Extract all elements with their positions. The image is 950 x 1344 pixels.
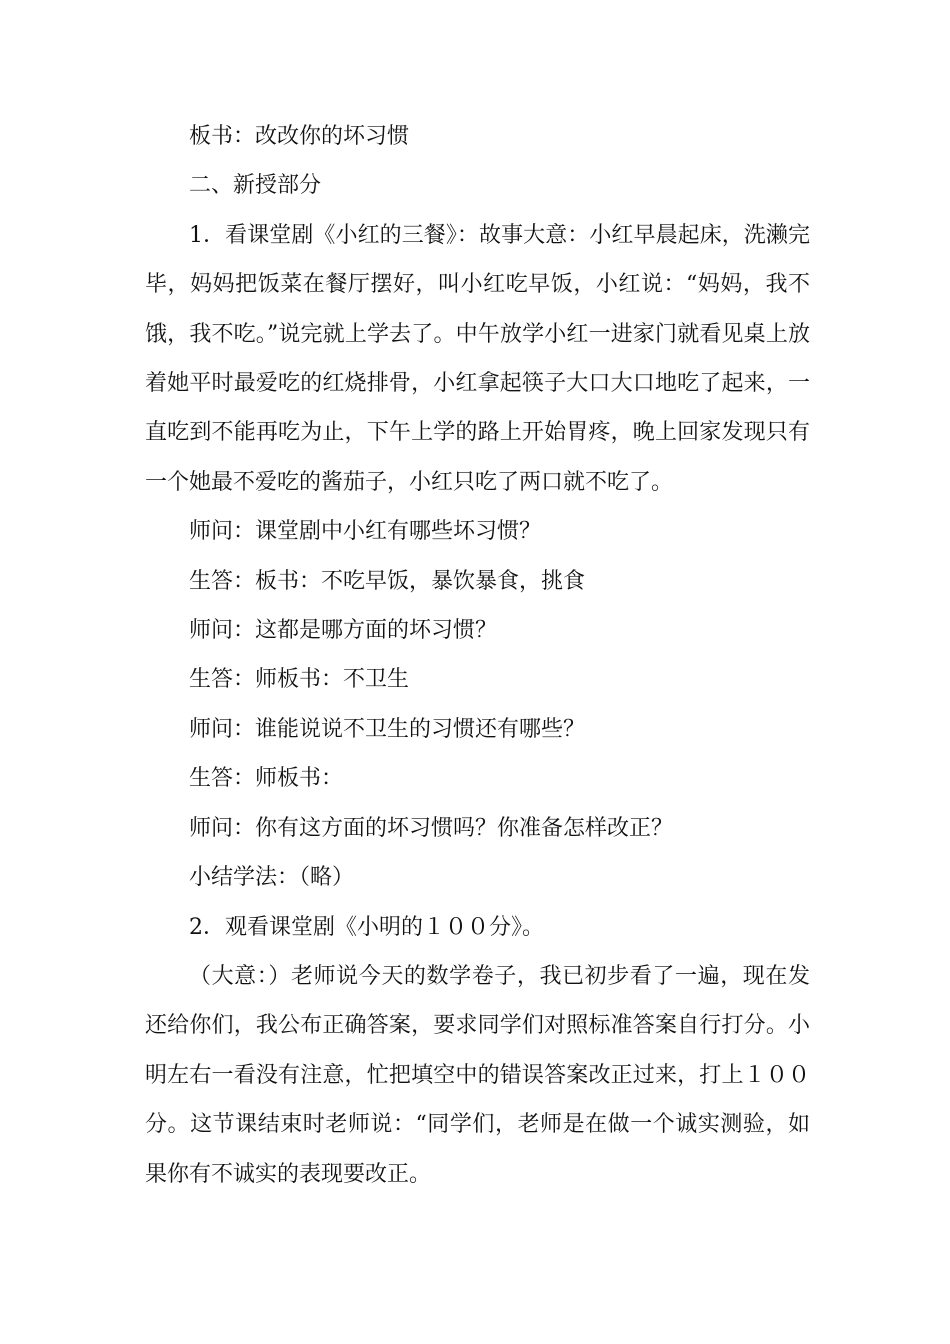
paragraph-student-answer: 生答：师板书：: [189, 766, 344, 792]
paragraph-teacher-question: 师问：这都是哪方面的坏习惯？: [189, 618, 498, 644]
document-body: [145, 112, 810, 1199]
paragraph-student-answer: 生答：板书：不吃早饭，暴饮暴食，挑食: [189, 568, 586, 594]
paragraph-board-title: 板书：改改你的坏习惯: [189, 124, 410, 149]
paragraph-section-heading: 二、新授部分: [189, 173, 322, 199]
paragraph-student-answer: 生答：师板书：不卫生: [189, 667, 410, 693]
paragraph-story-2: （大意：）老师说今天的数学卷子，我已初步看了一遍，现在发还给你们，我公布正确答案，要求同学们对照标准答案自行打分。小明左右一看没有注意，忙把填空中的错误答案改正过来，打上１００分。这节课结束时老师说：“同学们，老师是在做一个诚实测验，如果你有不诚实的表现要改正。: [145, 963, 810, 1187]
paragraph-teacher-question: 师问：课堂剧中小红有哪些坏习惯？: [189, 519, 542, 545]
paragraph-teacher-question: 师问：谁能说说不卫生的习惯还有哪些？: [189, 716, 586, 742]
paragraph-teacher-question: 师问：你有这方面的坏习惯吗？你准备怎样改正？: [189, 815, 674, 841]
paragraph-story-1: 1．看课堂剧《小红的三餐》：故事大意：小红早晨起床，洗濑完毕，妈妈把饭菜在餐厅摆好，叫小红吃早饭，小红说：“妈妈，我不饿，我不吃。”说完就上学去了。中午放学小红一进家门就看见桌上放着她平时最爱吃的红烧排骨，小红拿起筷子大口大口地吃了起来，一直吃到不能再吃为止，下午上学的路上开始胃疼，晚上回家发现只有一个她最不爱吃的酱茄子，小红只吃了两口就不吃了。: [145, 222, 810, 495]
paragraph-story-2-heading: 2．观看课堂剧《小明的１００分》。: [189, 914, 544, 940]
paragraph-summary: 小结学法：（略）: [189, 865, 355, 891]
